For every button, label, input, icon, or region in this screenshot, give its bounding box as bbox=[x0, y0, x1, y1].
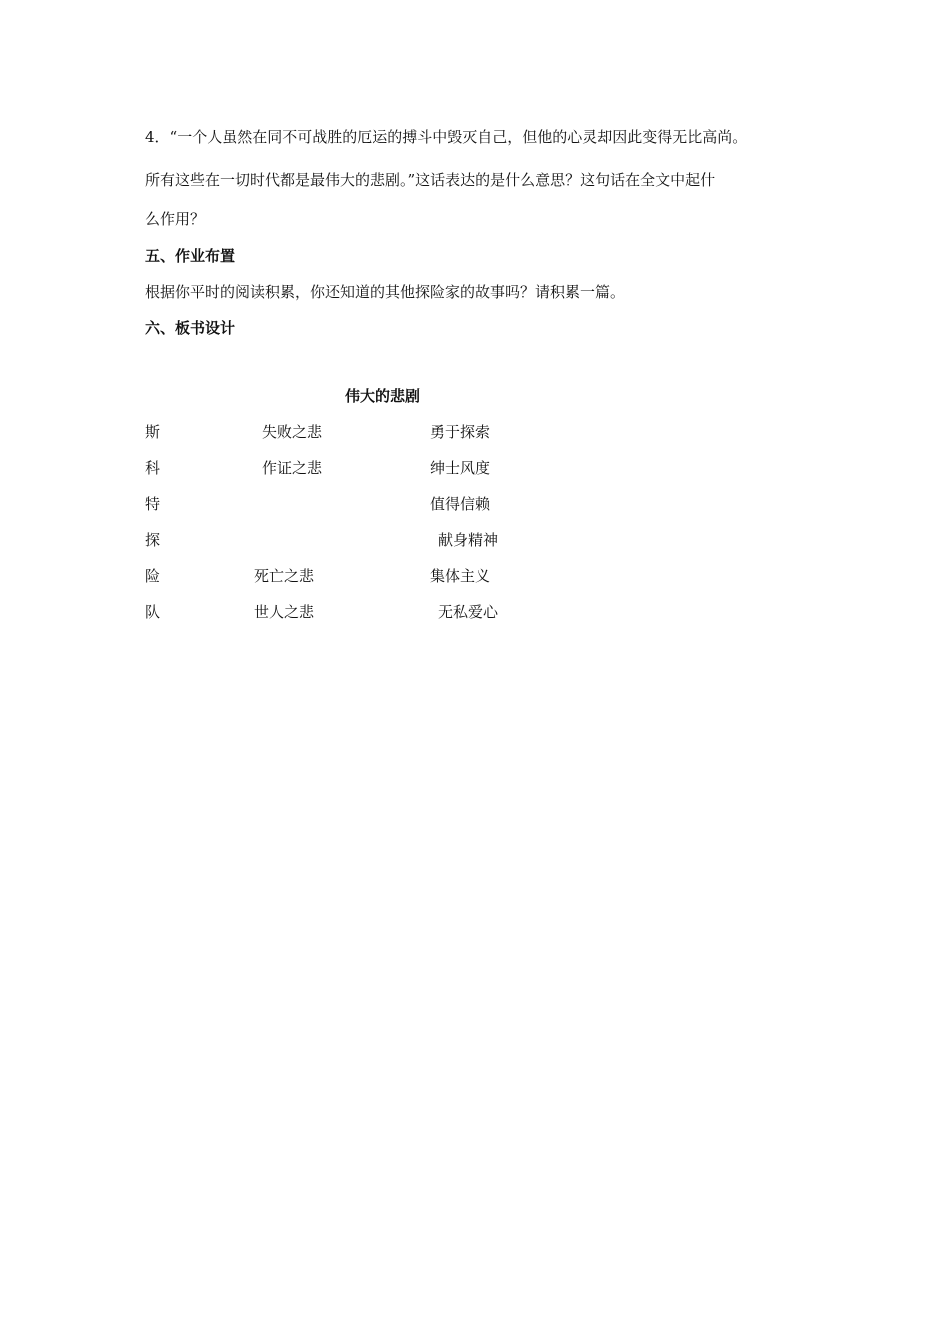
question-4-line-1: 4．“一个人虽然在同不可战胜的厄运的搏斗中毁灭自己，但他的心灵却因此变得无比高尚。 bbox=[145, 128, 748, 146]
board-row-3-left: 特 bbox=[145, 495, 161, 513]
board-row-1-middle: 失败之悲 bbox=[262, 423, 323, 441]
board-row-4-left: 探 bbox=[145, 531, 161, 549]
board-row-4-right: 献身精神 bbox=[438, 531, 499, 549]
section-6-heading: 六、板书设计 bbox=[145, 319, 236, 337]
board-row-2-right: 绅士风度 bbox=[430, 459, 491, 477]
board-row-6-left: 队 bbox=[145, 603, 161, 621]
question-4-line-2: 所有这些在一切时代都是最伟大的悲剧。”这话表达的是什么意思？这句话在全文中起什 bbox=[145, 171, 716, 189]
board-title: 伟大的悲剧 bbox=[345, 387, 421, 405]
section-5-body: 根据你平时的阅读积累，你还知道的其他探险家的故事吗？请积累一篇。 bbox=[145, 283, 626, 301]
section-5-heading: 五、作业布置 bbox=[145, 247, 236, 265]
board-row-1-left: 斯 bbox=[145, 423, 161, 441]
question-4-line-3: 么作用？ bbox=[145, 210, 206, 228]
board-row-2-middle: 作证之悲 bbox=[262, 459, 323, 477]
board-row-5-right: 集体主义 bbox=[430, 567, 491, 585]
board-row-6-right: 无私爱心 bbox=[438, 603, 499, 621]
board-row-2-left: 科 bbox=[145, 459, 161, 477]
board-row-5-middle: 死亡之悲 bbox=[254, 567, 315, 585]
board-row-6-middle: 世人之悲 bbox=[254, 603, 315, 621]
board-row-1-right: 勇于探索 bbox=[430, 423, 491, 441]
board-row-5-left: 险 bbox=[145, 567, 161, 585]
board-row-3-right: 值得信赖 bbox=[430, 495, 491, 513]
